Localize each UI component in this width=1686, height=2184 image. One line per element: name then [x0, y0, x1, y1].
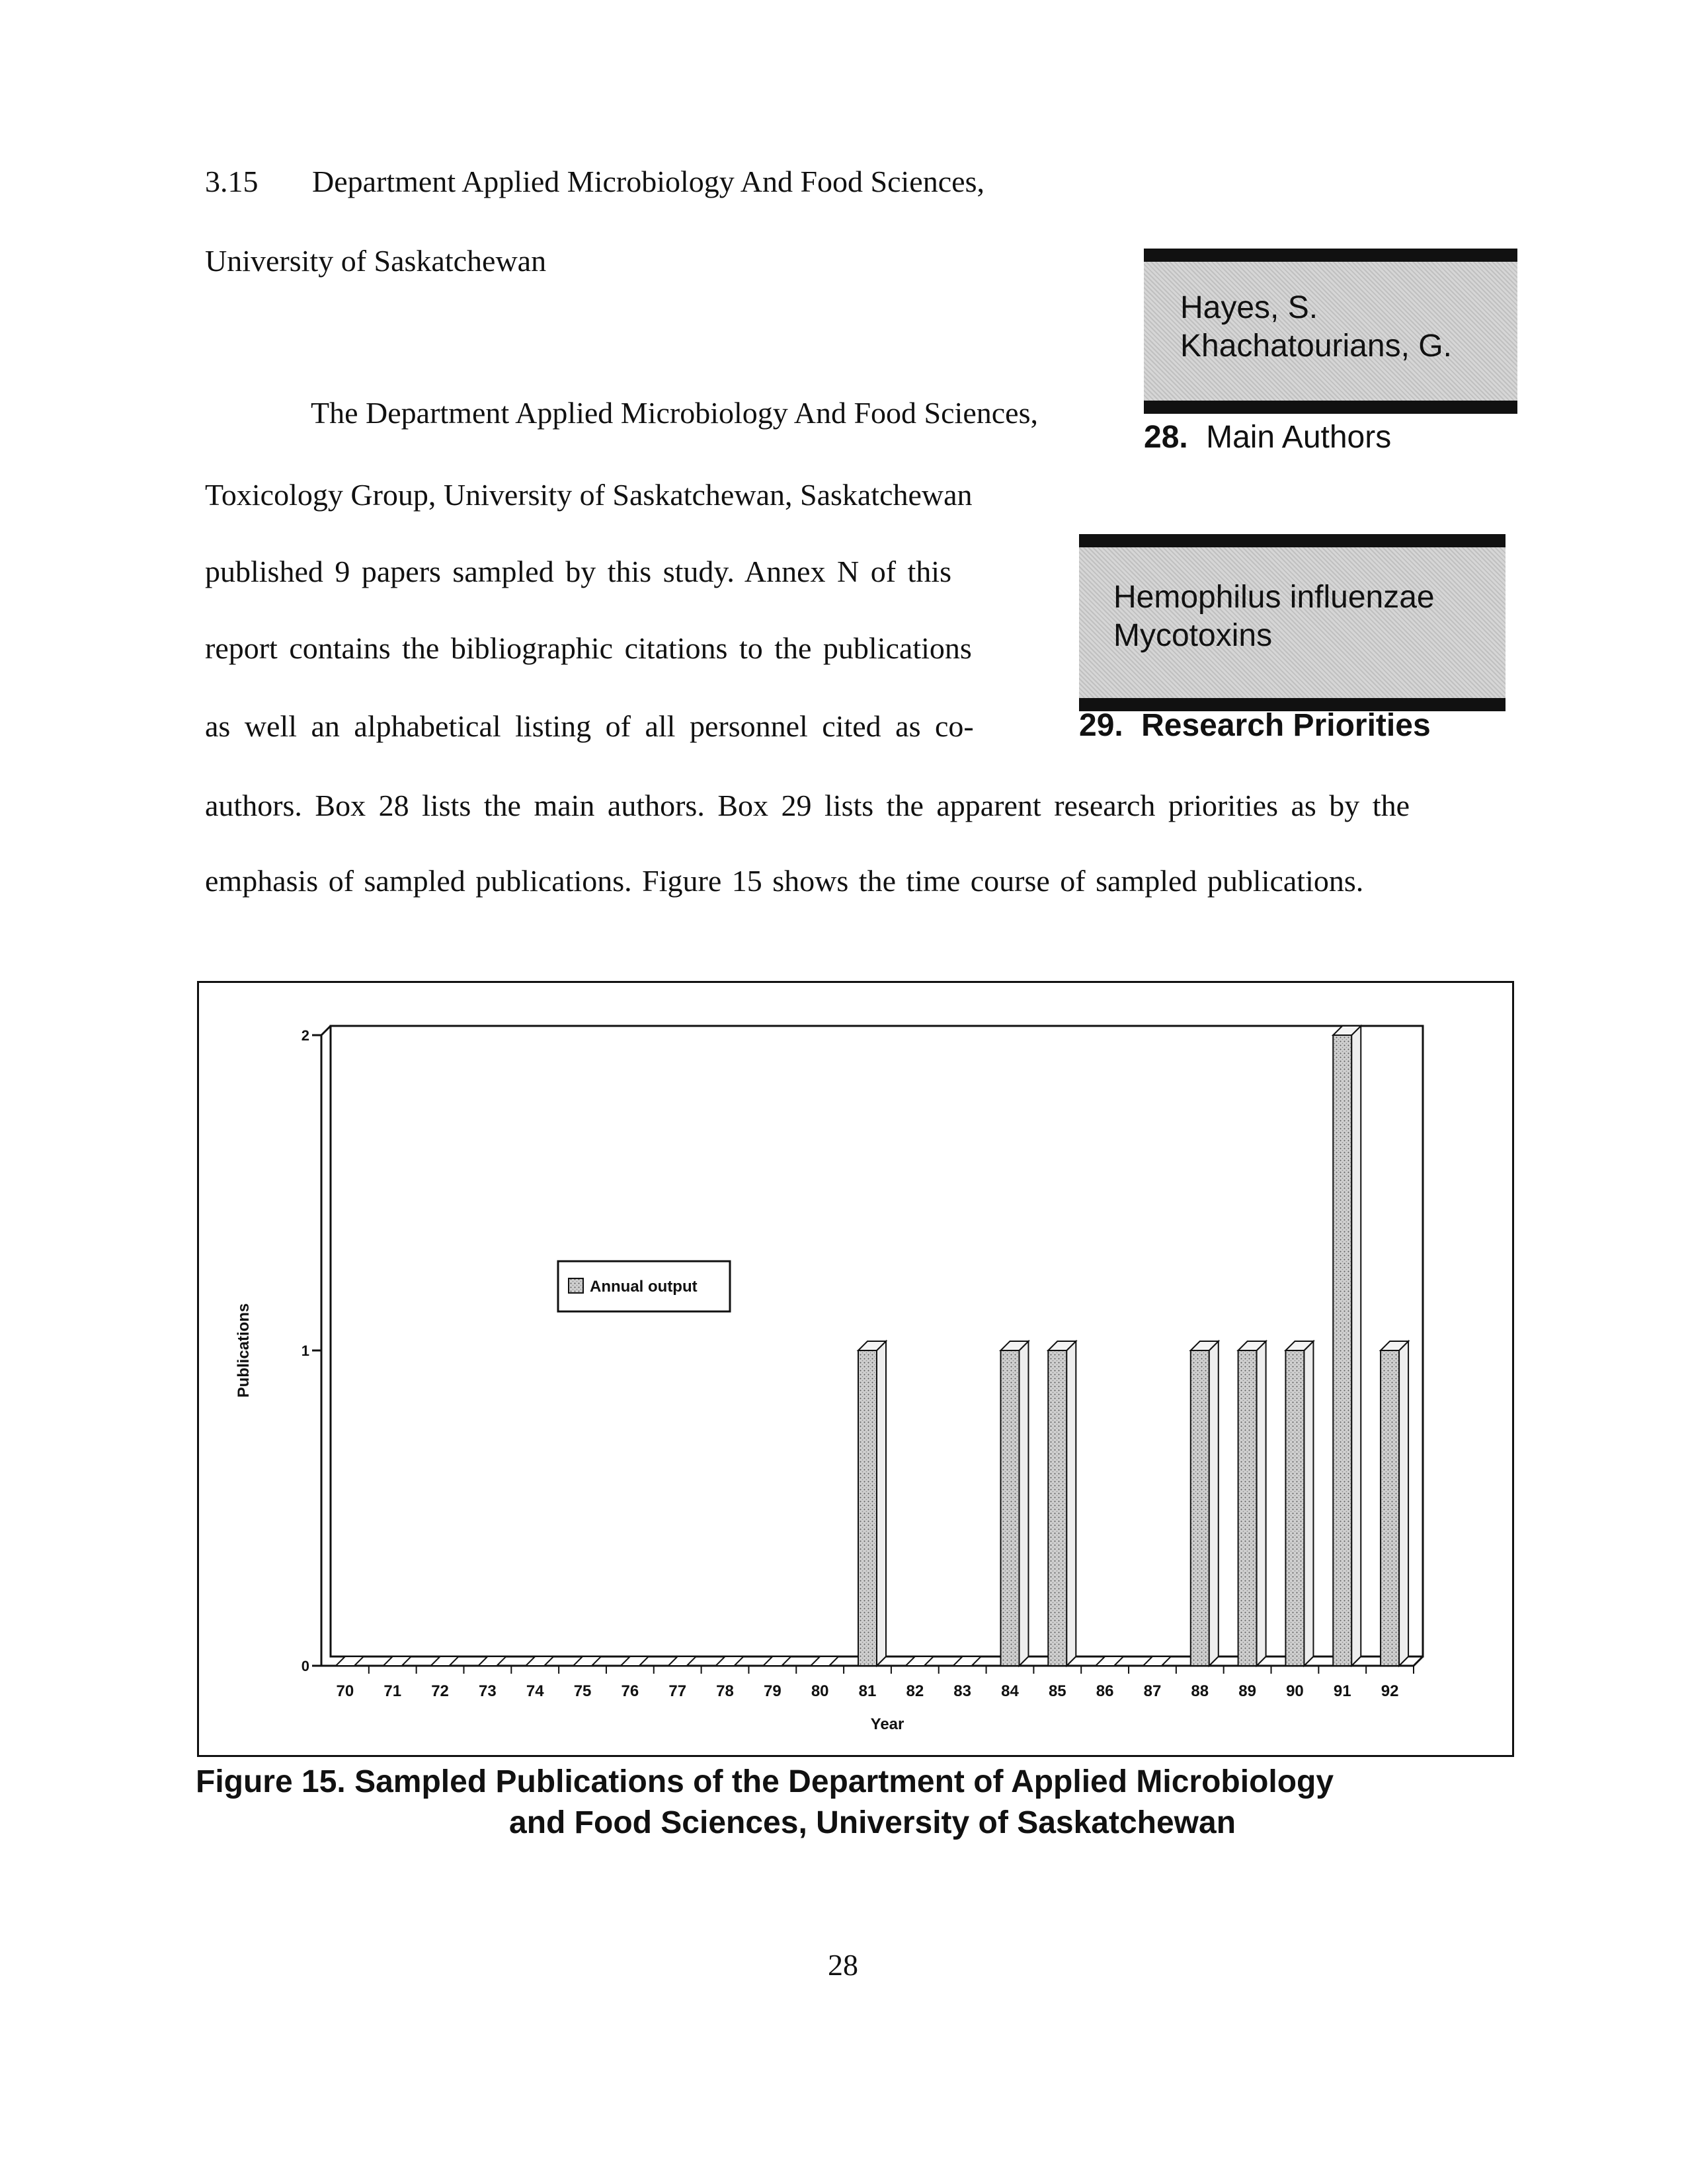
- box-28-top-rule: [1144, 249, 1517, 262]
- bar-floor-75: [573, 1657, 601, 1666]
- figure-caption-line1: Figure 15. Sampled Publications of the Department of Applied Microbiology: [196, 1764, 1334, 1799]
- x-tick-label-79: 79: [763, 1682, 782, 1700]
- x-tick-label-92: 92: [1381, 1682, 1399, 1700]
- y-tick-label: 1: [301, 1343, 309, 1359]
- x-tick-label-83: 83: [953, 1682, 972, 1700]
- x-tick-label-72: 72: [431, 1682, 449, 1700]
- x-tick-label-75: 75: [573, 1682, 592, 1700]
- bar-floor-83: [953, 1657, 981, 1666]
- bar-92: [1381, 1350, 1399, 1666]
- bar-side-89: [1257, 1341, 1266, 1666]
- bar-81: [858, 1350, 877, 1666]
- floor-right-edge: [1414, 1657, 1423, 1666]
- x-tick-label-91: 91: [1333, 1682, 1351, 1700]
- bar-side-84: [1019, 1341, 1028, 1666]
- legend-label: Annual output: [590, 1278, 698, 1296]
- paragraph-line-1: The Department Applied Microbiology And Food Sciences,: [311, 396, 1038, 430]
- bar-91: [1333, 1035, 1351, 1666]
- box-29-research-priorities: [1079, 534, 1505, 746]
- x-tick-label-85: 85: [1048, 1682, 1066, 1700]
- x-tick-label-74: 74: [526, 1682, 544, 1700]
- x-tick-label-87: 87: [1143, 1682, 1162, 1700]
- paragraph-line-5: as well an alphabetical listing of all personnel cited as co-: [205, 709, 974, 743]
- box-28-number: 28.: [1144, 420, 1188, 455]
- bar-90: [1285, 1350, 1304, 1666]
- x-tick-label-71: 71: [383, 1682, 402, 1700]
- x-tick-label-84: 84: [1001, 1682, 1019, 1700]
- x-tick-label-70: 70: [336, 1682, 354, 1700]
- bar-floor-82: [906, 1657, 934, 1666]
- x-tick-label-86: 86: [1096, 1682, 1114, 1700]
- figure-caption-line2: and Food Sciences, University of Saskatchewan: [509, 1805, 1236, 1840]
- bar-floor-70: [336, 1657, 364, 1666]
- bar-floor-86: [1096, 1657, 1123, 1666]
- bar-89: [1238, 1350, 1257, 1666]
- x-tick-label-80: 80: [811, 1682, 829, 1700]
- bar-floor-76: [621, 1657, 649, 1666]
- x-tick-label-73: 73: [479, 1682, 497, 1700]
- bar-floor-72: [431, 1657, 459, 1666]
- x-tick-label-88: 88: [1191, 1682, 1209, 1700]
- box-28-author-1: Hayes, S.: [1180, 290, 1318, 325]
- box-29-priority-1: Hemophilus influenzae: [1113, 580, 1435, 615]
- section-title-line2: University of Saskatchewan: [205, 244, 547, 278]
- paragraph-line-3-text: published 9 papers sampled by this study. Annex N of this: [205, 555, 951, 588]
- y-axis-label: Publications: [235, 1303, 253, 1398]
- box-28-caption: [1144, 419, 1391, 455]
- x-tick-label-77: 77: [668, 1682, 687, 1700]
- paragraph-line-4: report contains the bibliographic citations to the publications: [205, 631, 972, 665]
- box-28-caption-text: Main Authors: [1206, 420, 1392, 455]
- box-29-priority-2: Mycotoxins: [1113, 618, 1273, 653]
- bar-side-91: [1351, 1026, 1361, 1666]
- x-axis-label: Year: [870, 1715, 904, 1733]
- box-29-top-rule: [1079, 534, 1505, 547]
- box-28-main-authors: [1144, 249, 1517, 460]
- box-29-caption: [1079, 707, 1431, 744]
- section-number: 3.15: [205, 165, 259, 198]
- box-28-author-2: Khachatourians, G.: [1180, 329, 1452, 364]
- y-tick-label: 0: [301, 1658, 309, 1674]
- page-number: 28: [828, 1948, 858, 1982]
- x-tick-label-81: 81: [858, 1682, 877, 1700]
- paragraph-line-2: Toxicology Group, University of Saskatchewan, Saskatchewan: [205, 478, 973, 512]
- paragraph-line-6: authors. Box 28 lists the main authors. Box 29 lists the apparent research priorities as by the: [205, 789, 1410, 822]
- section-title-line1: Department Applied Microbiology And Food Sciences,: [312, 165, 984, 198]
- bar-floor-74: [526, 1657, 553, 1666]
- legend-swatch: [569, 1278, 583, 1293]
- figure-15-chart: [197, 981, 1514, 1757]
- bar-floor-71: [383, 1657, 411, 1666]
- x-tick-label-89: 89: [1238, 1682, 1256, 1700]
- bar-floor-78: [716, 1657, 744, 1666]
- x-tick-label-90: 90: [1286, 1682, 1304, 1700]
- x-tick-label-82: 82: [906, 1682, 924, 1700]
- x-tick-label-78: 78: [716, 1682, 734, 1700]
- y-tick-label: 2: [301, 1027, 309, 1044]
- bar-floor-79: [763, 1657, 791, 1666]
- box-29-caption-text: Research Priorities: [1141, 708, 1431, 743]
- box-29-number: 29.: [1079, 708, 1123, 743]
- paragraph-line-7: emphasis of sampled publications. Figure 15 shows the time course of sampled publications.: [205, 864, 1364, 898]
- bar-85: [1048, 1350, 1066, 1666]
- chart-legend: [558, 1261, 730, 1311]
- bar-floor-73: [478, 1657, 506, 1666]
- bar-side-90: [1304, 1341, 1313, 1666]
- bar-side-92: [1399, 1341, 1408, 1666]
- bar-side-81: [877, 1341, 886, 1666]
- bar-floor-80: [811, 1657, 838, 1666]
- bar-floor-77: [668, 1657, 696, 1666]
- x-tick-label-76: 76: [621, 1682, 639, 1700]
- paragraph-line-3: [205, 557, 1048, 587]
- box-28-bottom-rule: [1144, 401, 1517, 414]
- bar-side-88: [1209, 1341, 1219, 1666]
- bar-84: [1000, 1350, 1019, 1666]
- bar-side-85: [1066, 1341, 1076, 1666]
- plot-side-edge-top: [321, 1026, 331, 1035]
- bar-88: [1191, 1350, 1209, 1666]
- bar-floor-87: [1143, 1657, 1171, 1666]
